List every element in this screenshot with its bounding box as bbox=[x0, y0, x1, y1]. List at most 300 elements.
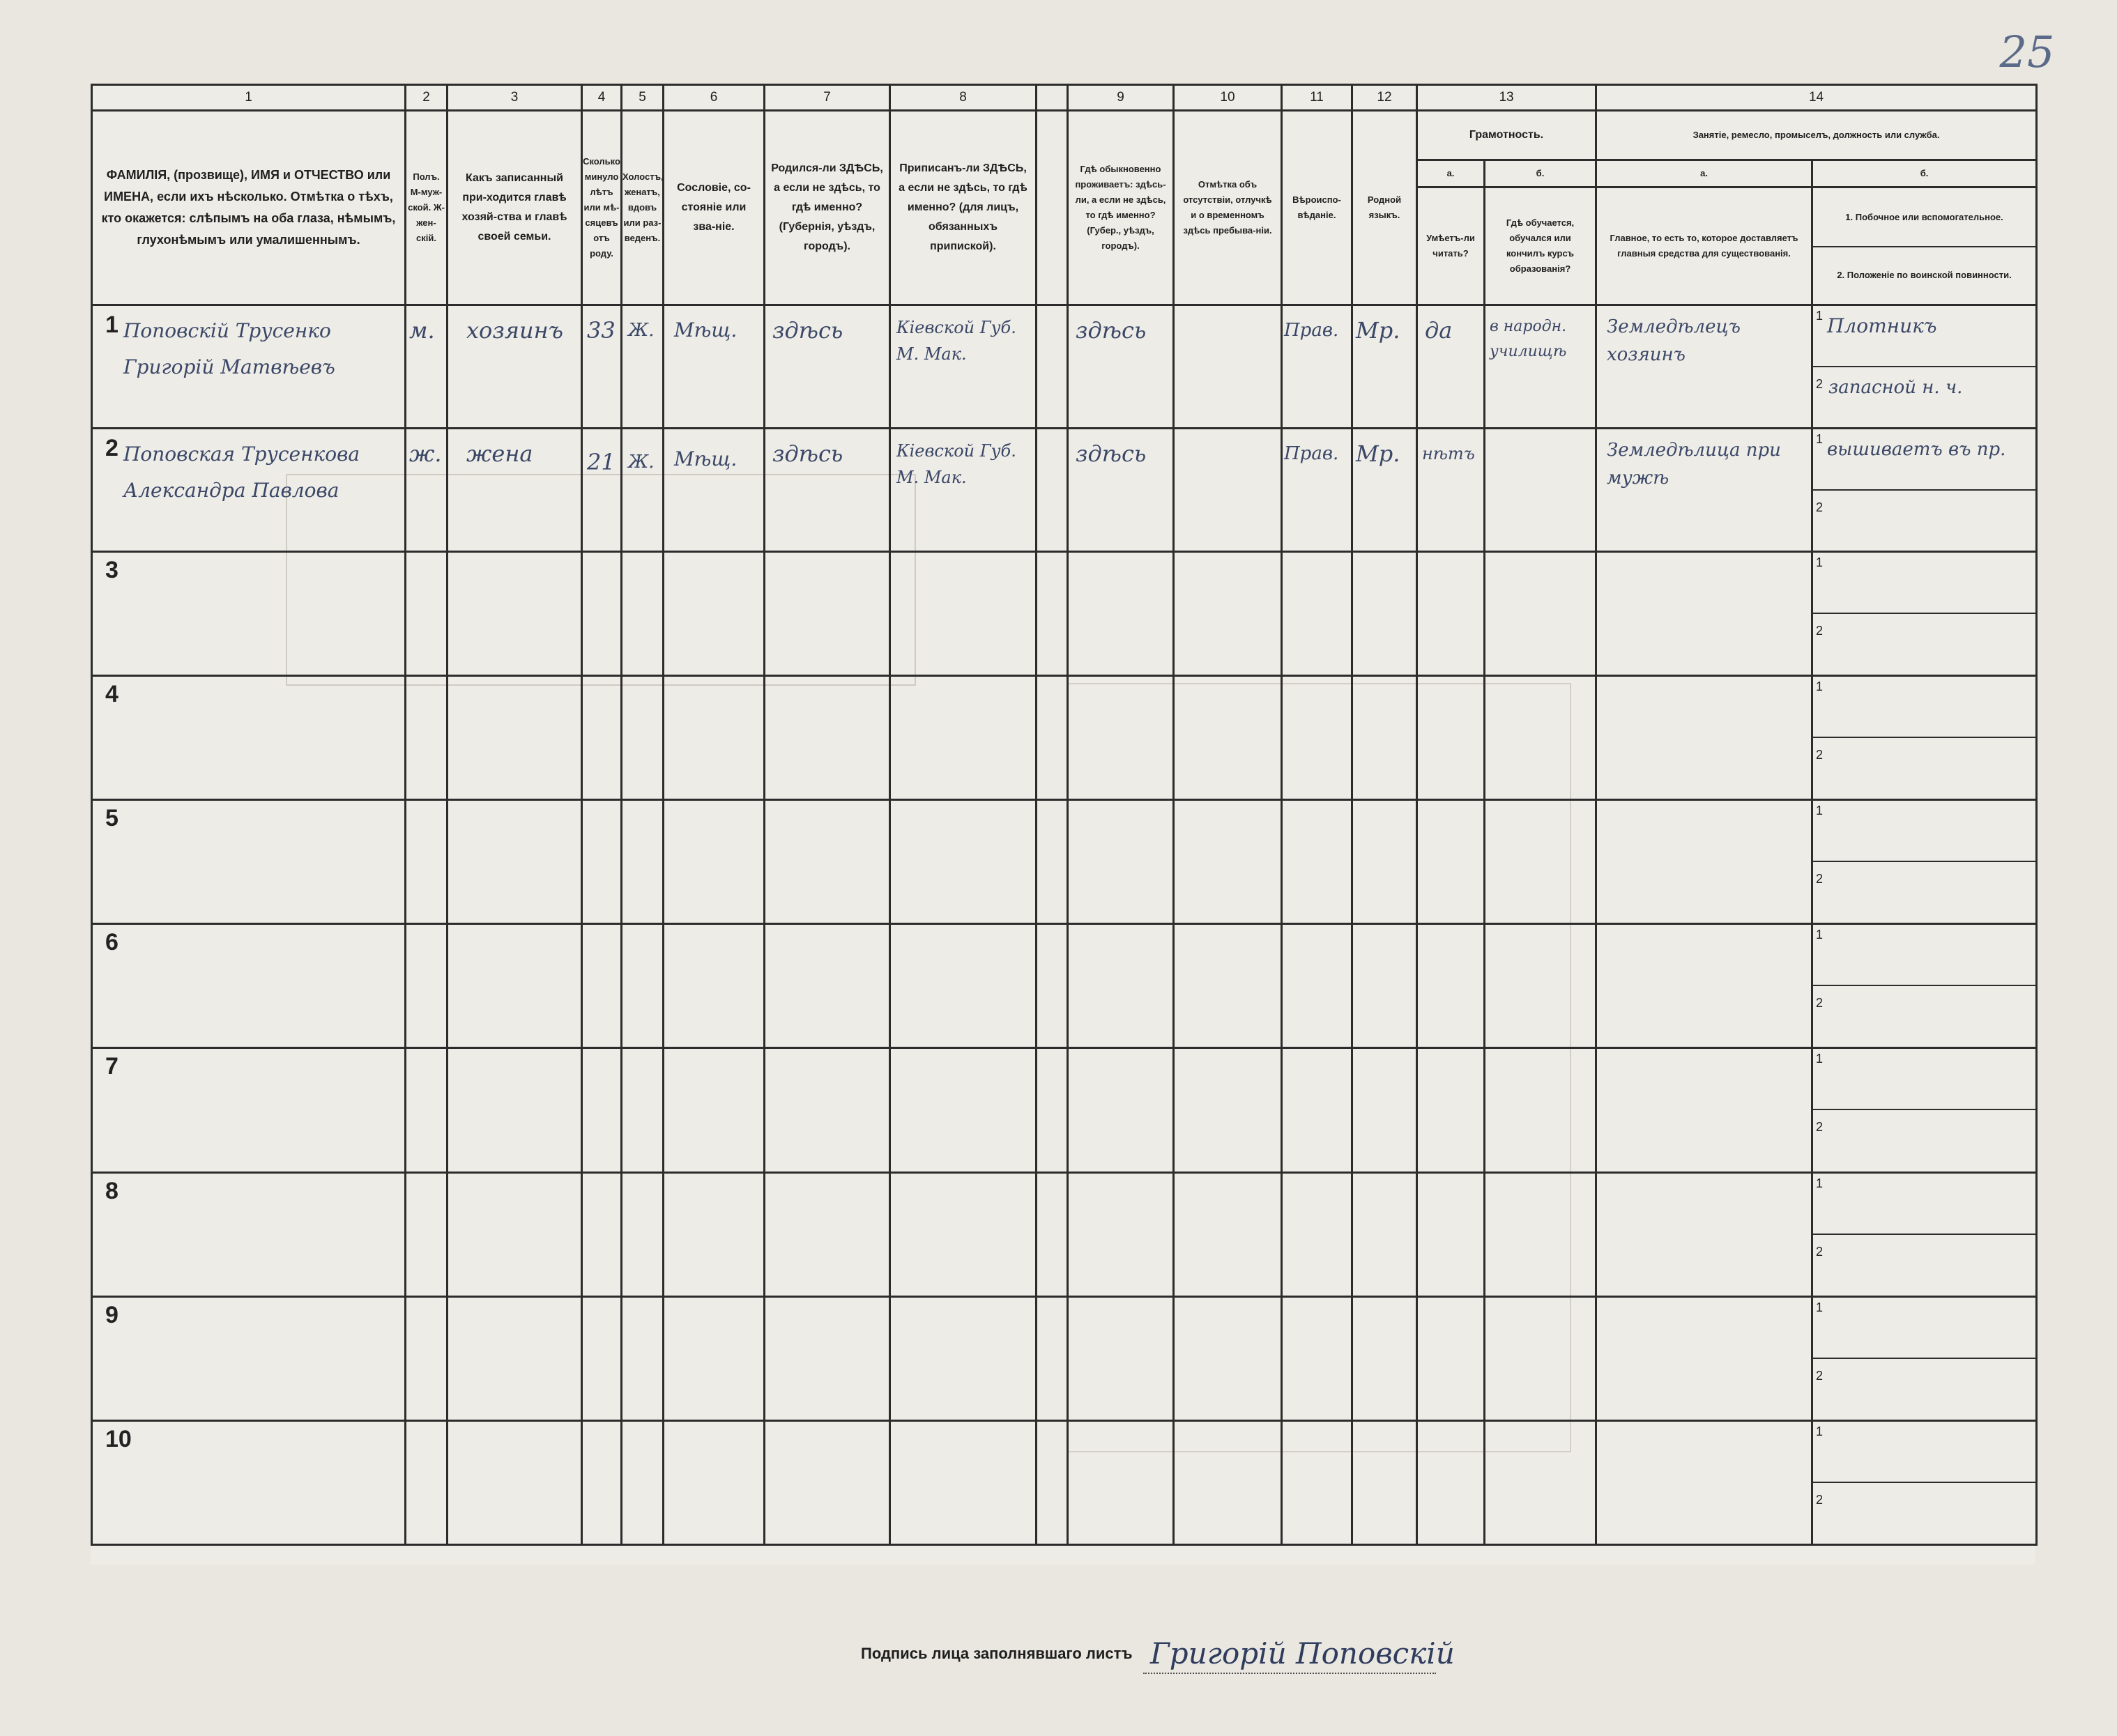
handwritten-registration: Кіевской Губ. М. Мак. bbox=[896, 440, 1016, 487]
handwritten-estate: Мѣщ. bbox=[674, 447, 737, 470]
cell-registration bbox=[890, 305, 1037, 428]
handwritten-birthplace: здѣсь bbox=[772, 440, 843, 467]
handwritten-religion: Прав. bbox=[1284, 443, 1339, 464]
subline bbox=[1813, 1109, 2035, 1110]
subline bbox=[1813, 613, 2035, 614]
table-cell bbox=[1352, 1296, 1417, 1420]
table-cell bbox=[622, 800, 664, 924]
handwritten-name: Поповская Трусенкова Александра Павлова bbox=[123, 442, 360, 502]
table-cell bbox=[582, 1420, 622, 1544]
table-cell bbox=[765, 551, 890, 675]
cell-education bbox=[1485, 428, 1596, 551]
handwritten-sex: м. bbox=[409, 316, 435, 344]
colnum-11: 11 bbox=[1282, 85, 1352, 111]
cell-residence bbox=[1068, 305, 1174, 428]
table-cell bbox=[1352, 800, 1417, 924]
cell-birthplace bbox=[765, 428, 890, 551]
table-cell bbox=[406, 1420, 448, 1544]
table-cell bbox=[622, 676, 664, 800]
table-cell bbox=[1485, 924, 1596, 1048]
table-cell bbox=[1352, 1420, 1417, 1544]
cell-estate bbox=[664, 428, 765, 551]
table-row bbox=[92, 1172, 2037, 1296]
table-cell bbox=[1068, 1420, 1174, 1544]
table-row bbox=[92, 1420, 2037, 1544]
signature-label: Подпись лица заполнявшаго листъ bbox=[861, 1645, 1133, 1662]
sub-label-1: 1 bbox=[1816, 1424, 1824, 1438]
census-table bbox=[91, 84, 2038, 1546]
table-cell bbox=[1068, 1172, 1174, 1296]
colnum-9: 9 bbox=[1068, 85, 1174, 111]
header-relation: Какъ записанный при-ходится главѣ хозяй-ства и главѣ своей семьи. bbox=[448, 111, 582, 305]
table-cell bbox=[622, 551, 664, 675]
table-cell bbox=[1417, 924, 1485, 1048]
row-number: 2 bbox=[105, 434, 119, 461]
cell-side-occupation bbox=[1812, 551, 2037, 675]
sub-label-1: 1 bbox=[1816, 1176, 1824, 1190]
table-row bbox=[92, 551, 2037, 675]
table-cell bbox=[1596, 1420, 1812, 1544]
cell-side-occupation bbox=[1812, 1296, 2037, 1420]
table-cell bbox=[890, 1420, 1037, 1544]
handwritten-main-occupation: Земледѣлецъ хозяинъ bbox=[1607, 316, 1741, 365]
table-cell bbox=[1417, 800, 1485, 924]
sub-label-2: 2 bbox=[1816, 1120, 1824, 1135]
table-cell bbox=[1068, 1048, 1174, 1172]
table-cell bbox=[1417, 1048, 1485, 1172]
table-cell bbox=[1068, 551, 1174, 675]
table-cell bbox=[664, 551, 765, 675]
handwritten-birthplace: здѣсь bbox=[772, 316, 843, 344]
sub-label-1: 1 bbox=[1816, 1052, 1824, 1066]
cell-name bbox=[92, 1172, 406, 1296]
row-number: 3 bbox=[105, 556, 119, 583]
table-row bbox=[92, 924, 2037, 1048]
handwritten-education: в народн. училищѣ bbox=[1490, 317, 1567, 360]
cell-residence bbox=[1068, 428, 1174, 551]
sub-label-1: 1 bbox=[1816, 804, 1824, 818]
colnum-14: 14 bbox=[1596, 85, 2037, 111]
table-cell bbox=[765, 800, 890, 924]
table-cell bbox=[582, 676, 622, 800]
cell-relation bbox=[448, 428, 582, 551]
table-cell bbox=[1417, 1420, 1485, 1544]
table-cell bbox=[582, 924, 622, 1048]
cell-estate bbox=[664, 305, 765, 428]
colnum-7: 7 bbox=[765, 85, 890, 111]
table-cell bbox=[406, 1296, 448, 1420]
handwritten-language: Мр. bbox=[1356, 316, 1400, 344]
sub-label-2: 2 bbox=[1816, 623, 1824, 638]
row-number: 5 bbox=[105, 805, 119, 832]
handwritten-relation: хозяинъ bbox=[466, 316, 563, 344]
table-row bbox=[92, 1048, 2037, 1172]
table-cell bbox=[622, 1296, 664, 1420]
table-cell bbox=[448, 800, 582, 924]
table-cell bbox=[1068, 800, 1174, 924]
table-cell bbox=[664, 1296, 765, 1420]
handwritten-literate: да bbox=[1425, 316, 1453, 344]
table-cell bbox=[1282, 1048, 1352, 1172]
table-cell bbox=[765, 1296, 890, 1420]
census-sheet bbox=[91, 84, 2035, 1670]
handwritten-military: запасной н. ч. bbox=[1828, 376, 1963, 398]
cell-education bbox=[1485, 305, 1596, 428]
cell-age bbox=[582, 428, 622, 551]
cell-name bbox=[92, 551, 406, 675]
colnum-10: 10 bbox=[1174, 85, 1282, 111]
cell-side-occupation bbox=[1812, 800, 2037, 924]
table-cell bbox=[1417, 551, 1485, 675]
row-number: 7 bbox=[105, 1053, 119, 1080]
binding-gap bbox=[1037, 111, 1068, 305]
subline bbox=[1813, 861, 2035, 862]
binding-gap bbox=[1037, 1172, 1068, 1296]
table-cell bbox=[1174, 1048, 1282, 1172]
handwritten-religion: Прав. bbox=[1284, 319, 1339, 341]
subline bbox=[1813, 1234, 2035, 1235]
table-cell bbox=[765, 924, 890, 1048]
table-cell bbox=[890, 800, 1037, 924]
handwritten-estate: Мѣщ. bbox=[674, 318, 737, 341]
cell-registration bbox=[890, 428, 1037, 551]
cell-language bbox=[1352, 428, 1417, 551]
cell-birthplace bbox=[765, 305, 890, 428]
sub-label-1: 1 bbox=[1816, 1300, 1824, 1314]
table-row bbox=[92, 305, 2037, 428]
header-occupation: Занятіе, ремесло, промыселъ, должность или служба. bbox=[1596, 111, 2037, 160]
table-cell bbox=[622, 1048, 664, 1172]
cell-side-occupation bbox=[1812, 924, 2037, 1048]
header-literacy-a-letter: а. bbox=[1417, 160, 1485, 187]
table-cell bbox=[1282, 924, 1352, 1048]
table-cell bbox=[1174, 800, 1282, 924]
cell-sex bbox=[406, 428, 448, 551]
table-cell bbox=[406, 676, 448, 800]
table-cell bbox=[1417, 1296, 1485, 1420]
binding-gap bbox=[1037, 428, 1068, 551]
cell-language bbox=[1352, 305, 1417, 428]
handwritten-relation: жена bbox=[466, 440, 533, 467]
table-cell bbox=[406, 1172, 448, 1296]
colnum-6: 6 bbox=[664, 85, 765, 111]
header-birthplace: Родился-ли ЗДѢСЬ, а если не здѣсь, то гдѣ именно? (Губернія, уѣздъ, городъ). bbox=[765, 111, 890, 305]
header-occupation-a-letter: а. bbox=[1596, 160, 1812, 187]
colnum-2: 2 bbox=[406, 85, 448, 111]
table-cell bbox=[890, 1048, 1037, 1172]
table-cell bbox=[765, 1172, 890, 1296]
table-cell bbox=[890, 1296, 1037, 1420]
table-cell bbox=[1485, 676, 1596, 800]
table-row bbox=[92, 428, 2037, 551]
table-cell bbox=[664, 1172, 765, 1296]
cell-main-occupation bbox=[1596, 428, 1812, 551]
table-cell bbox=[582, 551, 622, 675]
table-cell bbox=[1282, 676, 1352, 800]
handwritten-age: 33 bbox=[587, 316, 616, 344]
header-literacy: Грамотность. bbox=[1417, 111, 1596, 160]
sub-label-2: 2 bbox=[1816, 1368, 1824, 1383]
handwritten-sex: ж. bbox=[409, 440, 442, 467]
table-cell bbox=[664, 676, 765, 800]
handwritten-age: 21 bbox=[587, 448, 616, 475]
subline bbox=[1813, 366, 2035, 367]
cell-age bbox=[582, 305, 622, 428]
subline bbox=[1813, 737, 2035, 738]
sub-label-1: 1 bbox=[1816, 679, 1824, 694]
binding-gap bbox=[1037, 305, 1068, 428]
table-cell bbox=[1485, 1420, 1596, 1544]
page-number: 25 bbox=[1999, 26, 2055, 77]
colnum-13: 13 bbox=[1417, 85, 1596, 111]
table-cell bbox=[664, 1048, 765, 1172]
table-cell bbox=[622, 1420, 664, 1544]
row-number: 10 bbox=[105, 1425, 132, 1452]
handwritten-marital: Ж. bbox=[628, 451, 655, 473]
binding-gap bbox=[1037, 676, 1068, 800]
header-religion: Вѣроиспо-вѣданіе. bbox=[1282, 111, 1352, 305]
header-can-read: Умѣетъ-ли читать? bbox=[1417, 187, 1485, 305]
table-cell bbox=[1174, 1172, 1282, 1296]
header-name: ФАМИЛІЯ, (прозвище), ИМЯ и ОТЧЕСТВО или ИМЕНА, если ихъ нѣсколько. Отмѣтка о тѣхъ, кто окажется: слѣпымъ на оба глаза, нѣмымъ, глухонѣмымъ или умалишеннымъ. bbox=[92, 111, 406, 305]
sub-label-2: 2 bbox=[1816, 376, 1824, 391]
cell-side-occupation bbox=[1812, 305, 2037, 428]
cell-sex bbox=[406, 305, 448, 428]
header-side-1: 1. Побочное или вспомогательное. bbox=[1813, 189, 2035, 247]
table-cell bbox=[582, 1296, 622, 1420]
table-cell bbox=[1352, 551, 1417, 675]
table-cell bbox=[1282, 1296, 1352, 1420]
cell-religion bbox=[1282, 428, 1352, 551]
handwritten-residence: здѣсь bbox=[1076, 440, 1147, 467]
cell-absence bbox=[1174, 428, 1282, 551]
colnum-1: 1 bbox=[92, 85, 406, 111]
table-cell bbox=[1352, 1048, 1417, 1172]
table-cell bbox=[406, 800, 448, 924]
handwritten-residence: здѣсь bbox=[1076, 316, 1147, 344]
table-cell bbox=[1282, 1420, 1352, 1544]
table-cell bbox=[582, 800, 622, 924]
header-side-2: 2. Положеніе по воинской повинности. bbox=[1837, 269, 2012, 280]
handwritten-side-occupation: Плотникъ bbox=[1827, 314, 1937, 337]
table-cell bbox=[1068, 924, 1174, 1048]
cell-literate bbox=[1417, 305, 1485, 428]
cell-religion bbox=[1282, 305, 1352, 428]
table-cell bbox=[890, 551, 1037, 675]
handwritten-literate: нѣтъ bbox=[1422, 443, 1475, 463]
header-literacy-b-letter: б. bbox=[1485, 160, 1596, 187]
binding-gap bbox=[1037, 1296, 1068, 1420]
handwritten-main-occupation: Земледѣлица при мужѣ bbox=[1607, 439, 1781, 489]
colnum-8: 8 bbox=[890, 85, 1037, 111]
cell-main-occupation bbox=[1596, 305, 1812, 428]
table-cell bbox=[1068, 676, 1174, 800]
row-number: 6 bbox=[105, 929, 119, 956]
table-cell bbox=[1068, 1296, 1174, 1420]
cell-marital bbox=[622, 428, 664, 551]
table-cell bbox=[1485, 551, 1596, 675]
cell-absence bbox=[1174, 305, 1282, 428]
table-cell bbox=[582, 1172, 622, 1296]
table-cell bbox=[1282, 1172, 1352, 1296]
sub-label-2: 2 bbox=[1816, 1492, 1824, 1507]
signature-line bbox=[1143, 1673, 1436, 1674]
table-cell bbox=[1596, 1172, 1812, 1296]
table-cell bbox=[1417, 676, 1485, 800]
binding-gap bbox=[1037, 924, 1068, 1048]
sub-label-1: 1 bbox=[1816, 555, 1824, 569]
cell-name bbox=[92, 1420, 406, 1544]
subline bbox=[1813, 1482, 2035, 1483]
table-cell bbox=[664, 924, 765, 1048]
sub-label-2: 2 bbox=[1816, 500, 1824, 514]
cell-side-occupation bbox=[1812, 1172, 2037, 1296]
sub-label-1: 1 bbox=[1816, 308, 1824, 323]
handwritten-language: Мр. bbox=[1356, 440, 1400, 467]
header-residence: Гдѣ обыкновенно проживаетъ: здѣсь-ли, а если не здѣсь, то гдѣ именно? (Губер., уѣздъ, городъ). bbox=[1068, 111, 1174, 305]
cell-name bbox=[92, 1296, 406, 1420]
header-registration: Приписанъ-ли ЗДѢСЬ, а если не здѣсь, то гдѣ именно? (для лицъ, обязанныхъ припиской). bbox=[890, 111, 1037, 305]
table-cell bbox=[1596, 800, 1812, 924]
table-cell bbox=[1174, 1420, 1282, 1544]
header-age: Сколько минуло лѣтъ или мѣ-сяцевъ отъ роду. bbox=[582, 111, 622, 305]
colnum-3: 3 bbox=[448, 85, 582, 111]
table-cell bbox=[890, 676, 1037, 800]
cell-name bbox=[92, 676, 406, 800]
table-cell bbox=[448, 1172, 582, 1296]
table-cell bbox=[1596, 676, 1812, 800]
colnum-12: 12 bbox=[1352, 85, 1417, 111]
table-cell bbox=[1352, 924, 1417, 1048]
handwritten-name: Поповскій Трусенко Григорій Матвѣевъ bbox=[123, 318, 335, 378]
table-row bbox=[92, 676, 2037, 800]
subline bbox=[1813, 489, 2035, 491]
table-row bbox=[92, 800, 2037, 924]
table-cell bbox=[765, 676, 890, 800]
handwritten-registration: Кіевской Губ. М. Мак. bbox=[896, 317, 1016, 364]
row-number: 9 bbox=[105, 1301, 119, 1328]
signature-row bbox=[861, 1636, 1488, 1685]
header-main-occupation: Главное, то есть то, которое доставляетъ главныя средства для существованія. bbox=[1596, 187, 1812, 305]
header-row-group bbox=[92, 111, 2037, 160]
table-cell bbox=[406, 924, 448, 1048]
table-cell bbox=[582, 1048, 622, 1172]
table-cell bbox=[765, 1048, 890, 1172]
table-cell bbox=[664, 800, 765, 924]
table-cell bbox=[1417, 1172, 1485, 1296]
table-cell bbox=[1174, 1296, 1282, 1420]
cell-side-occupation bbox=[1812, 428, 2037, 551]
cell-relation bbox=[448, 305, 582, 428]
header-absence: Отмѣтка объ отсутствіи, отлучкѣ и о временномъ здѣсь пребыва-ніи. bbox=[1174, 111, 1282, 305]
table-cell bbox=[1174, 924, 1282, 1048]
table-cell bbox=[622, 924, 664, 1048]
colnum-4: 4 bbox=[582, 85, 622, 111]
table-cell bbox=[448, 1048, 582, 1172]
subline bbox=[1813, 1358, 2035, 1359]
header-marital: Холостъ, женатъ, вдовъ или раз-веденъ. bbox=[622, 111, 664, 305]
header-sex: Полъ. М-муж-ской. Ж-жен-скій. bbox=[406, 111, 448, 305]
table-cell bbox=[1596, 1296, 1812, 1420]
cell-side-occupation bbox=[1812, 676, 2037, 800]
row-number: 1 bbox=[105, 311, 119, 338]
table-cell bbox=[1174, 676, 1282, 800]
table-cell bbox=[890, 924, 1037, 1048]
column-number-row bbox=[92, 85, 2037, 111]
cell-side-occupation bbox=[1812, 1048, 2037, 1172]
header-education: Гдѣ обучается, обучался или кончилъ курсъ образованія? bbox=[1485, 187, 1596, 305]
subline bbox=[1813, 985, 2035, 986]
sub-label-2: 2 bbox=[1816, 872, 1824, 886]
sub-label-2: 2 bbox=[1816, 996, 1824, 1011]
header-occupation-b-letter: б. bbox=[1812, 160, 2037, 187]
table-cell bbox=[622, 1172, 664, 1296]
row-number: 4 bbox=[105, 681, 119, 708]
table-cell bbox=[1485, 800, 1596, 924]
table-cell bbox=[1485, 1048, 1596, 1172]
table-cell bbox=[1282, 551, 1352, 675]
binding-gap bbox=[1037, 551, 1068, 675]
cell-name bbox=[92, 428, 406, 551]
sub-label-1: 1 bbox=[1816, 431, 1824, 446]
row-number: 8 bbox=[105, 1177, 119, 1204]
table-cell bbox=[1596, 924, 1812, 1048]
sub-label-1: 1 bbox=[1816, 928, 1824, 942]
binding-gap bbox=[1037, 800, 1068, 924]
table-cell bbox=[406, 1048, 448, 1172]
table-cell bbox=[765, 1420, 890, 1544]
handwritten-signature: Григорій Поповскій bbox=[1150, 1636, 1455, 1670]
table-cell bbox=[448, 924, 582, 1048]
sub-label-2: 2 bbox=[1816, 748, 1824, 762]
handwritten-marital: Ж. bbox=[628, 319, 655, 341]
table-cell bbox=[1485, 1296, 1596, 1420]
table-cell bbox=[406, 551, 448, 675]
table-cell bbox=[448, 1296, 582, 1420]
header-estate: Сословіе, со-стояніе или зва-ніе. bbox=[664, 111, 765, 305]
header-language: Родной языкъ. bbox=[1352, 111, 1417, 305]
header-side-occupation bbox=[1812, 187, 2037, 305]
table-cell bbox=[448, 1420, 582, 1544]
cell-marital bbox=[622, 305, 664, 428]
table-cell bbox=[890, 1172, 1037, 1296]
table-row bbox=[92, 1296, 2037, 1420]
handwritten-side-occupation: вышиваетъ въ пр. bbox=[1827, 438, 2006, 460]
sub-label-2: 2 bbox=[1816, 1244, 1824, 1259]
binding-gap bbox=[1037, 1048, 1068, 1172]
cell-name bbox=[92, 1048, 406, 1172]
table-cell bbox=[1352, 676, 1417, 800]
colnum-5: 5 bbox=[622, 85, 664, 111]
empty-rows bbox=[92, 551, 2037, 1544]
cell-name bbox=[92, 305, 406, 428]
cell-literate bbox=[1417, 428, 1485, 551]
table-cell bbox=[1596, 551, 1812, 675]
cell-name bbox=[92, 924, 406, 1048]
table-cell bbox=[448, 551, 582, 675]
table-cell bbox=[1282, 800, 1352, 924]
table-cell bbox=[448, 676, 582, 800]
table-cell bbox=[1485, 1172, 1596, 1296]
binding-gap bbox=[1037, 1420, 1068, 1544]
binding-gap bbox=[1037, 85, 1068, 111]
table-cell bbox=[1596, 1048, 1812, 1172]
table-cell bbox=[1174, 551, 1282, 675]
cell-name bbox=[92, 800, 406, 924]
table-cell bbox=[1352, 1172, 1417, 1296]
cell-side-occupation bbox=[1812, 1420, 2037, 1544]
table-cell bbox=[664, 1420, 765, 1544]
